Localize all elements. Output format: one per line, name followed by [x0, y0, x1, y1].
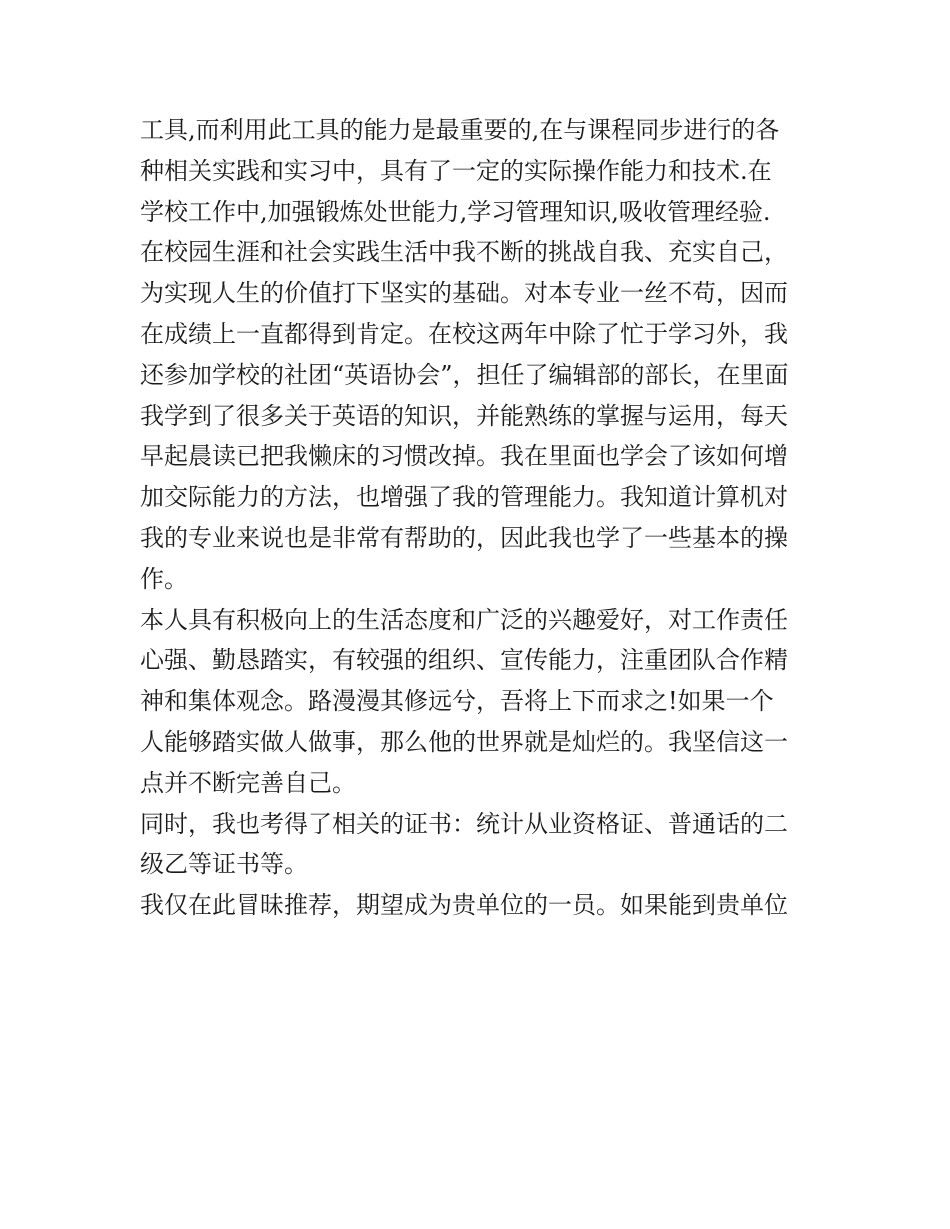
- text-line: 点并不断完善自己。: [140, 768, 356, 797]
- text-line: 早起晨读已把我懒床的习惯改掉。我在里面也学会了该如何增: [140, 442, 788, 471]
- text-line: 我仅在此冒昧推荐，期望成为贵单位的一员。如果能到贵单位: [140, 891, 788, 920]
- text-line: 在校园生涯和社会实践生活中我不断的挑战自我、充实自己，: [140, 238, 788, 267]
- text-line: 加交际能力的方法，也增强了我的管理能力。我知道计算机对: [140, 483, 788, 512]
- text-line: 为实现人生的价值打下坚实的基础。对本专业一丝不苟，因而: [140, 279, 788, 308]
- text-line: 在成绩上一直都得到肯定。在校这两年中除了忙于学习外，我: [140, 319, 788, 348]
- text-line: 我的专业来说也是非常有帮助的，因此我也学了一些基本的操: [140, 523, 788, 552]
- text-line: 我学到了很多关于英语的知识，并能熟练的掌握与运用，每天: [140, 401, 788, 430]
- text-line: 作。: [140, 564, 188, 593]
- text-line: 还参加学校的社团“英语协会”，担任了编辑部的部长，在里面: [140, 360, 789, 389]
- text-line: 种相关实践和实习中，具有了一定的实际操作能力和技术.在: [140, 156, 772, 185]
- text-line: 工具,而利用此工具的能力是最重要的,在与课程同步进行的各: [140, 116, 780, 144]
- body-text: [140, 110, 820, 926]
- text-line: 级乙等证书等。: [140, 850, 308, 879]
- text-line: 心强、勤恳踏实，有较强的组织、宣传能力，注重团队合作精: [140, 646, 788, 675]
- text-line: 神和集体观念。路漫漫其修远兮，吾将上下而求之!如果一个: [140, 687, 774, 716]
- text-line: 人能够踏实做人做事，那么他的世界就是灿烂的。我坚信这一: [140, 727, 788, 756]
- text-line: 同时，我也考得了相关的证书：统计从业资格证、普通话的二: [140, 809, 788, 838]
- text-line: 本人具有积极向上的生活态度和广泛的兴趣爱好，对工作责任: [140, 605, 788, 634]
- text-line: 学校工作中,加强锻炼处世能力,学习管理知识,吸收管理经验.: [140, 197, 771, 226]
